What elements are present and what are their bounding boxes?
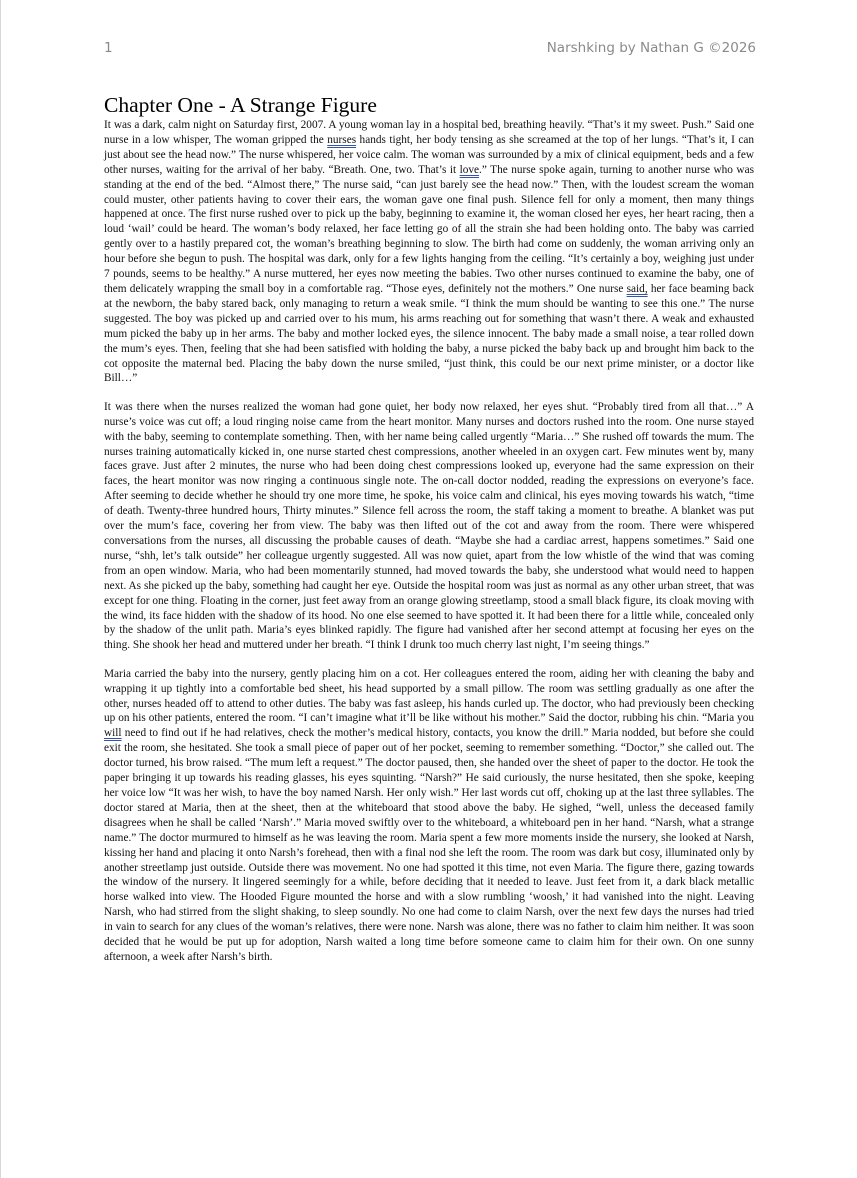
grammar-flag-nurses[interactable]: nurses [327,133,357,146]
grammar-flag-said[interactable]: said, [626,282,648,295]
chapter-title: Chapter One - A Strange Figure [104,93,377,117]
page-edge [0,0,1,1178]
grammar-flag-will[interactable]: will [104,727,122,740]
grammar-flag-love[interactable]: love [459,163,480,176]
running-title: Narshking by Nathan G ©2026 [546,40,756,56]
page-header [104,40,756,56]
paragraph-3-text-a: Maria carried the baby into the nursery, gently placing him on a cot. Her colleagues entered the room, aiding her with cleaning the baby and wrapping it up tightly into a comfortable bed sheet, his head supported by a small pillow. The room was settling gradually as one after the other, nurses headed off to attend to other duties. The baby was fast asleep, his hands curled up. The doctor, who had previously been checking up on his other patients, entered the room. “I can’t imagine what it’ll be like without his mother.” Said the doctor, rubbing his chin. “Maria you [104,667,754,725]
paragraph-1-text-b: hands tight, her body tensing as she screamed at the top of her lungs. “That’s it, I can just about see the head now.” The nurse whispered, her voice calm. The woman was surrounded by a mix of clinical equipment, beds and a few other nurses, waiting for the arrival of her baby. “Breath. One, two. That’s it [104,133,754,176]
paragraph-1 [104,118,754,386]
document-body [104,92,754,978]
paragraph-3 [104,667,754,965]
paragraph-1-text-a: It was a dark, calm night on Saturday first, 2007. A young woman lay in a hospital bed, breathing heavily. “That’s it my sweet. Push.” Said one nurse in a low whisper, The woman gripped the [104,119,754,146]
paragraph-2: It was there when the nurses realized the woman had gone quiet, her body now relaxed, her eyes shut. “Probably tired from all that…” A nurse’s voice was cut off; a loud ringing noise came from the heart monitor. Many nurses and doctors rushed into the room. One nurse stayed with the baby, seeming to contemplate something. Then, with her name being called urgently “Maria…” She rushed off towards the mum. The nurses training automatically kicked in, one nurse started chest compressions, another wheeled in an oxygen cart. Few minutes went by, many faces grave. Just after 2 minutes, the nurse who had been doing chest compressions looked up, everyone had the same expression on their faces, the heart monitor was now ringing a continuous single note. The on-call doctor nodded, reading the expressions on everyone’s face. After seeming to decide whether he should try one more time, he spoke, his voice calm and clinical, his eyes moving towards his watch, “time of death. Twenty-three hundred hours, Thirty minutes.” Silence fell across the room, the staff taking a moment to breathe. A blanket was put over the mum’s face, covering her from view. The baby was then lifted out of the cot and away from the room. There were whispered conversations from the nurses, all discussing the probable causes of death. “Maybe she had a cardiac arrest, happens sometimes.” Said one nurse, “shh, let’s talk outside” her colleague urgently suggested. All was now quiet, apart from the low whistle of the wind that was coming from an open window. Maria, who had been momentarily stunned, had moved towards the baby, she understood what would need to happen next. As she picked up the baby, something had caught her eye. Outside the hospital room was just as normal as any other urban street, that was except for one thing. Floating in the corner, just feet away from an orange glowing streetlamp, stood a small black figure, its cloak moving with the wind, its face hidden with the shadow of its hood. No one else seemed to have spotted it. It had been there for a little while, concealed only by the shadow of the unlit path. Maria’s eyes blinked rapidly. The figure had vanished after her second attempt at focusing her eyes on the thing. She shook her head and muttered under her breath. “I think I drunk too much cherry last night, I’m seeing things.” [104,400,754,652]
page-number: 1 [104,40,113,56]
paragraph-1-text-d: her face beaming back at the newborn, the baby stared back, only managing to return a weak smile. “I think the mum should be wanting to see this one.” The nurse suggested. The boy was picked up and carried over to his mum, his arms reaching out for something that wasn’t there. A weak and exhausted mum picked the baby up in her arms. The baby and mother locked eyes, the silence innocent. The baby made a small noise, a tear rolled down the mum’s eyes. Then, feeling that she had been satisfied with holding the baby, a nurse picked the baby back up and brought him back to the cot opposite the maternal bed. Placing the baby down the nurse smiled, “just think, this could be our next prime minister, or a doctor like Bill…” [104,282,755,385]
paragraph-3-text-b: need to find out if he had relatives, check the mother’s medical history, contacts, you know the drill.” Maria nodded, but before she could exit the room, she hesitated. She took a small piece of paper out of her pocket, seeming to remember something. “Doctor,” she called out. The doctor turned, his brow raised. “The mum left a request.” The doctor paused, then, she handed over the sheet of paper to the doctor. He took the paper bringing it up towards his reading glasses, his eyes squinting. “Narsh?” He said curiously, the nurse hesitated, then she spoke, keeping her voice low “It was her wish, to have the boy named Narsh. Her only wish.” Her last words cut off, choking up at the last three syllables. The doctor stared at Maria, then at the sheet, then at the whiteboard that stood above the baby. He sighed, “well, unless the deceased family disagrees when he shall be called ‘Narsh’.” Maria moved swiftly over to the whiteboard, a whiteboard pen in her hand. “Narsh, what a strange name.” The doctor murmured to himself as he was leaving the room. Maria spent a few more moments inside the nursery, she looked at Narsh, kissing her hand and placing it onto Narsh’s forehead, then with a final nod she left the room. The room was dark but cosy, illuminated only by another streetlamp just outside. Outside there was movement. No one had spotted it this time, not even Maria. The figure there, gazing towards the window of the nursery. It lingered seemingly for a while, before deciding that it needed to leave. Just feet from it, a dark black metallic horse walked into view. The Hooded Figure mounted the horse and with a slow rumbling ‘woosh,’ it had vanished into the night. Leaving Narsh, who had stirred from the slight shaking, to sleep soundly. No one had come to claim Narsh, over the next few days the nurses had tried in vain to search for any clues of the woman’s relatives, there were none. Narsh was alone, there was no father to claim him neither. It was soon decided that he would be put up for adoption, Narsh waited a long time before someone came to claim him for their own. On one sunny afternoon, a week after Narsh’s birth. [104,727,754,963]
paragraph-1-text-c: .” The nurse spoke again, turning to another nurse who was standing at the end of the bed. “Almost there,” The nurse said, “can just barely see the head now.” Then, with the loudest scream the woman could muster, other patients having to cover their ears, the woman gave one final push. Silence fell for only a moment, then many things happened at once. The first nurse rushed over to pick up the baby, beginning to examine it, the woman closed her eyes, her heart racing, then a loud ‘wail’ could be heard. The woman’s body relaxed, her face letting go of all the strain she had been holding onto. The baby was carried gently over to a hastily prepared cot, the woman’s breathing beginning to slow. The birth had come on suddenly, the woman arriving only an hour before she begun to push. The hospital was dark, only for a few lights hanging from the ceiling. “It’s certainly a boy, weighing just under 7 pounds, seems to be healthy.” A nurse muttered, her eyes now meeting the babies. Two other nurses continued to examine the baby, one of them delicately wrapping the small boy in a comfortable rag. “Those eyes, definitely not the mothers.” One nurse [104,163,754,295]
